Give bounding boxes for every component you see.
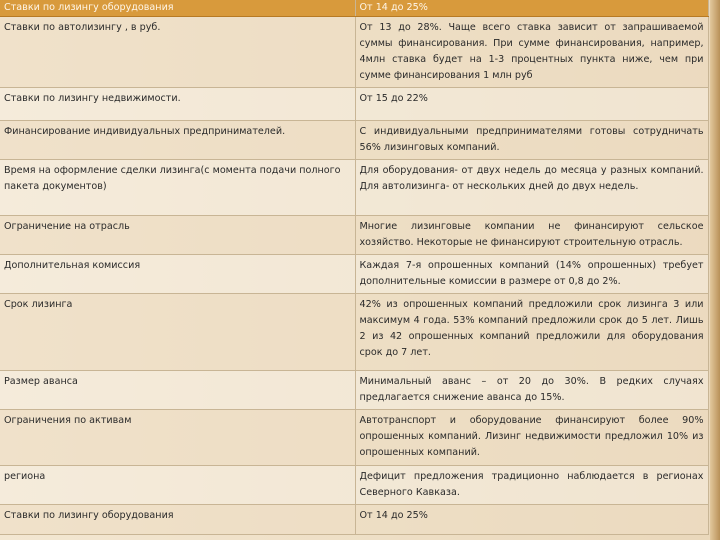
table-row xyxy=(0,371,708,410)
row-label: Дополнительная комиссия xyxy=(0,255,355,294)
row-label: региона xyxy=(0,466,355,505)
row-value: Многие лизинговые компании не финансируют сельское хозяйство. Некоторые не финансируют строительную отрасль. xyxy=(355,216,708,255)
table-row xyxy=(0,505,708,535)
row-label: Ограничения по активам xyxy=(0,410,355,466)
table-header-row xyxy=(0,0,708,17)
row-value: С индивидуальными предпринимателями готовы сотрудничать 56% лизинговых компаний. xyxy=(355,121,708,160)
row-label: Финансирование индивидуальных предпринимателей. xyxy=(0,121,355,160)
row-label: Ставки по автолизингу , в руб. xyxy=(0,17,355,88)
table-row xyxy=(0,410,708,466)
header-value-cell: От 14 до 25% xyxy=(355,0,708,17)
row-value: От 14 до 25% xyxy=(355,505,708,535)
row-value: 42% из опрошенных компаний предложили срок лизинга 3 или максимум 4 года. 53% компаний предложили срок до 5 лет. Лишь 2 из 42 опрошенных компаний предложили для оборудования срок до 7 лет. xyxy=(355,294,708,371)
table-row xyxy=(0,17,708,88)
row-value: От 15 до 22% xyxy=(355,88,708,121)
row-label: Время на оформление сделки лизинга(с момента подачи полного пакета документов) xyxy=(0,160,355,216)
table-row xyxy=(0,216,708,255)
row-label: Размер аванса xyxy=(0,371,355,410)
row-value: Для оборудования- от двух недель до месяца у разных компаний. Для автолизинга- от нескольких дней до двух недель. xyxy=(355,160,708,216)
table-row xyxy=(0,466,708,505)
table-row xyxy=(0,88,708,121)
table-row xyxy=(0,255,708,294)
row-value: Каждая 7-я опрошенных компаний (14% опрошенных) требует дополнительные комиссии в размере от 0,8 до 2%. xyxy=(355,255,708,294)
row-value: От 13 до 28%. Чаще всего ставка зависит от запрашиваемой суммы финансирования. При сумме финансирования, например, 4млн ставка будет на 1-3 процентных пункта ниже, чем при сумме финансирования 1 млн руб xyxy=(355,17,708,88)
row-label: Ограничение на отрасль xyxy=(0,216,355,255)
row-label: Ставки по лизингу недвижимости. xyxy=(0,88,355,121)
row-value: Дефицит предложения традиционно наблюдается в регионах Северного Кавказа. xyxy=(355,466,708,505)
table-row xyxy=(0,160,708,216)
row-value: Минимальный аванс – от 20 до 30%. В редких случаях предлагается снижение аванса до 15%. xyxy=(355,371,708,410)
row-label: Ставки по лизингу оборудования xyxy=(0,505,355,535)
row-value: Автотранспорт и оборудование финансируют более 90% опрошенных компаний. Лизинг недвижимости предложил 10% из опрошенных компаний. xyxy=(355,410,708,466)
row-label: Срок лизинга xyxy=(0,294,355,371)
table-row xyxy=(0,121,708,160)
header-label-cell: Ставки по лизингу оборудования xyxy=(0,0,355,17)
slide-edge-decoration xyxy=(710,0,720,540)
table-row xyxy=(0,294,708,371)
